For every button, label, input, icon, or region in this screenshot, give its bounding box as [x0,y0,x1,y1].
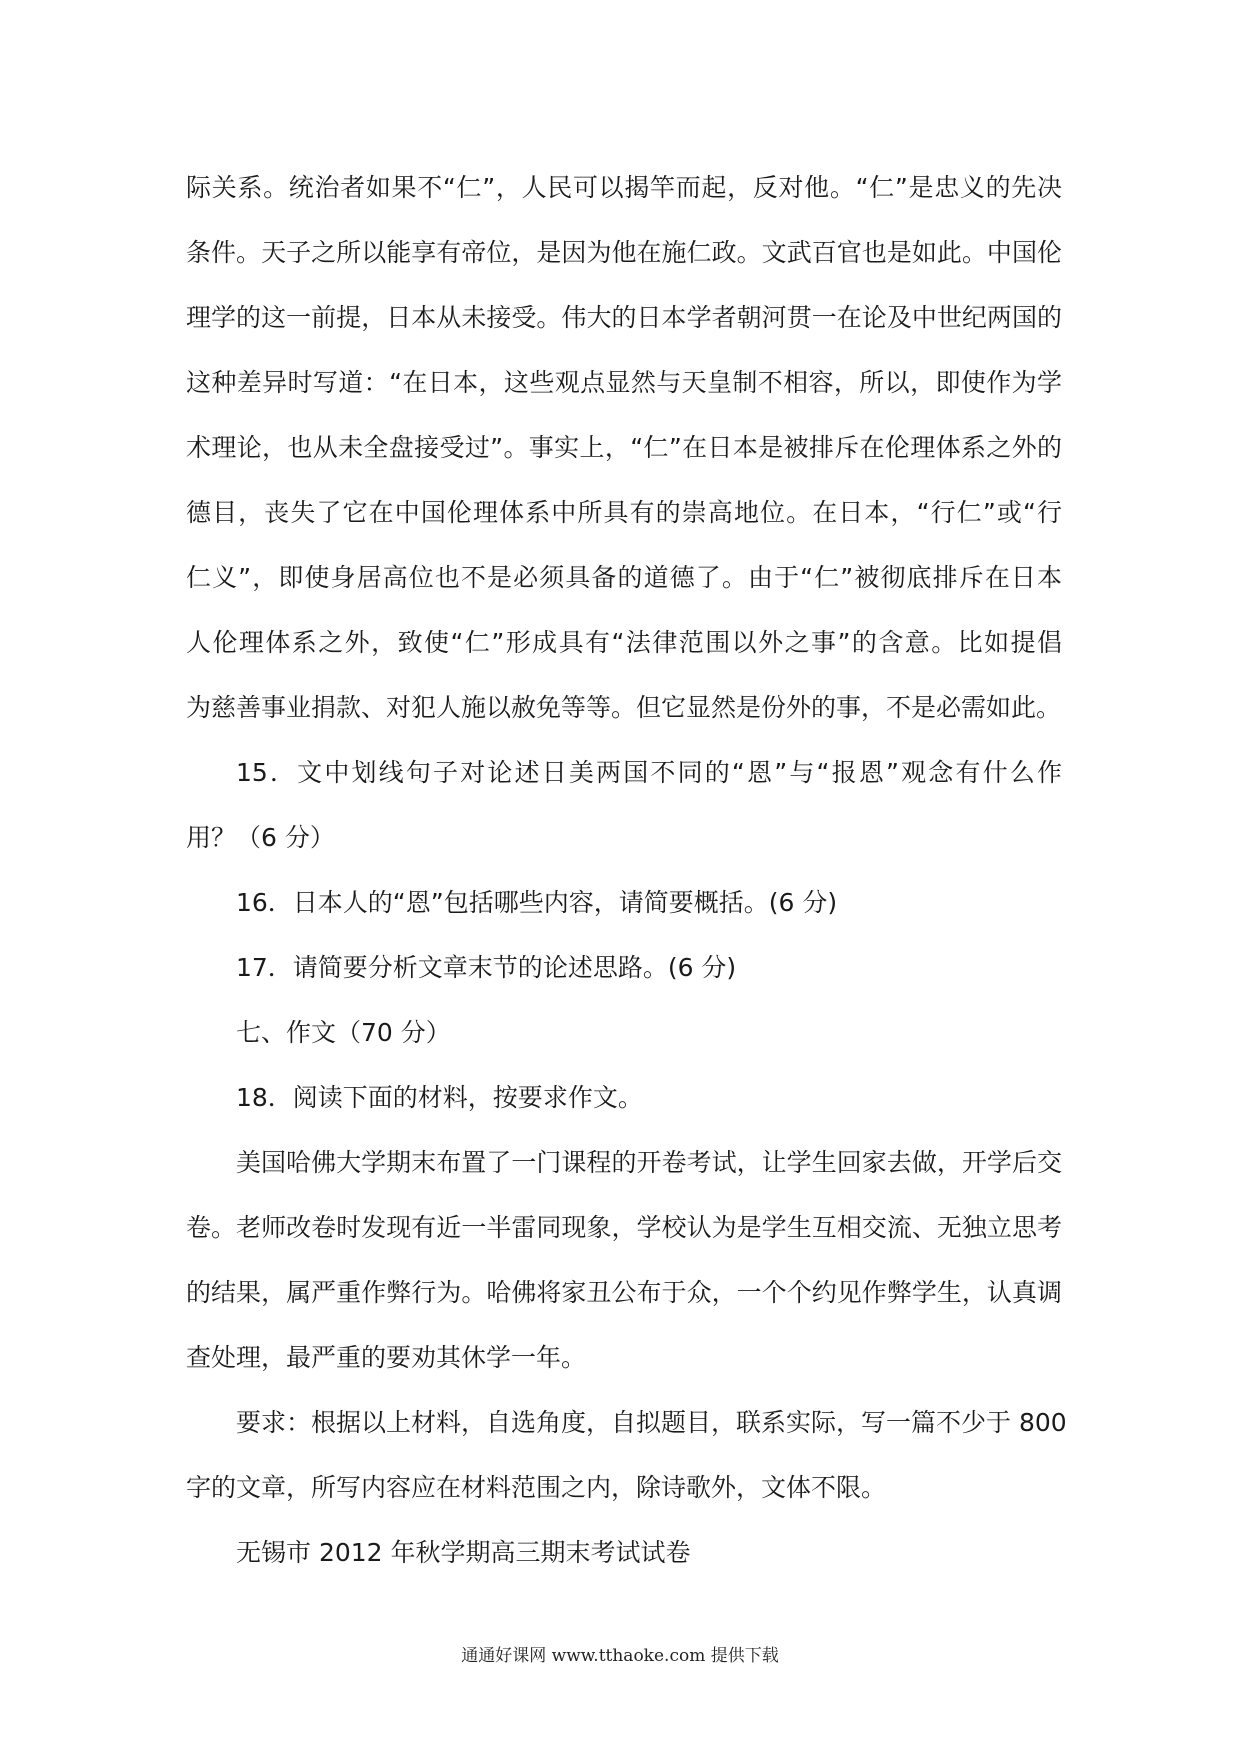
paragraph-line: 这种差异时写道：“在日本，这些观点显然与天皇制不相容，所以，即使作为学 [186,368,1062,397]
paragraph-line: 人伦理体系之外，致使“仁”形成具有“法律范围以外之事”的含意。比如提倡 [186,628,1062,657]
paragraph-line: 条件。天子之所以能享有帝位，是因为他在施仁政。文武百官也是如此。中国伦 [186,238,1062,267]
requirement-line: 字的文章，所写内容应在材料范围之内，除诗歌外，文体不限。 [186,1473,887,1502]
question-16: 16．日本人的“恩”包括哪些内容，请简要概括。(6 分) [236,888,838,917]
paragraph-line: 仁义”，即使身居高位也不是必须具备的道德了。由于“仁”被彻底排斥在日本 [186,563,1062,592]
material-line: 卷。老师改卷时发现有近一半雷同现象，学校认为是学生互相交流、无独立思考 [186,1213,1062,1242]
material-line: 美国哈佛大学期末布置了一门课程的开卷考试，让学生回家去做，开学后交 [236,1148,1062,1177]
paragraph-line: 术理论，也从未全盘接受过”。事实上，“仁”在日本是被排斥在伦理体系之外的 [186,433,1062,462]
question-15-continued: 用？（6 分） [186,823,335,852]
section-heading-composition: 七、作文（70 分） [236,1018,451,1047]
question-18: 18．阅读下面的材料，按要求作文。 [236,1083,643,1112]
question-17: 17．请简要分析文章末节的论述思路。(6 分) [236,953,737,982]
document-body [186,155,1067,1585]
requirement-line: 要求：根据以上材料，自选角度，自拟题目，联系实际，写一篇不少于 800 [236,1408,1067,1437]
material-line: 查处理，最严重的要劝其休学一年。 [186,1343,587,1372]
paragraph-line: 际关系。统治者如果不“仁”，人民可以揭竿而起，反对他。“仁”是忠义的先决 [186,173,1062,202]
paragraph-line: 为慈善事业捐款、对犯人施以赦免等等。但它显然是份外的事，不是必需如此。 [186,693,1062,722]
question-15: 15．文中划线句子对论述日美两国不同的“恩”与“报恩”观念有什么作 [236,758,1062,787]
exam-title: 无锡市 2012 年秋学期高三期末考试试卷 [236,1538,691,1567]
material-line: 的结果，属严重作弊行为。哈佛将家丑公布于众，一个个约见作弊学生，认真调 [186,1278,1062,1307]
paragraph-line: 德目，丧失了它在中国伦理体系中所具有的崇高地位。在日本，“行仁”或“行 [186,498,1062,527]
paragraph-line: 理学的这一前提，日本从未接受。伟大的日本学者朝河贯一在论及中世纪两国的 [186,303,1062,332]
page-footer: 通通好课网 www.tthaoke.com 提供下载 [461,1646,779,1666]
